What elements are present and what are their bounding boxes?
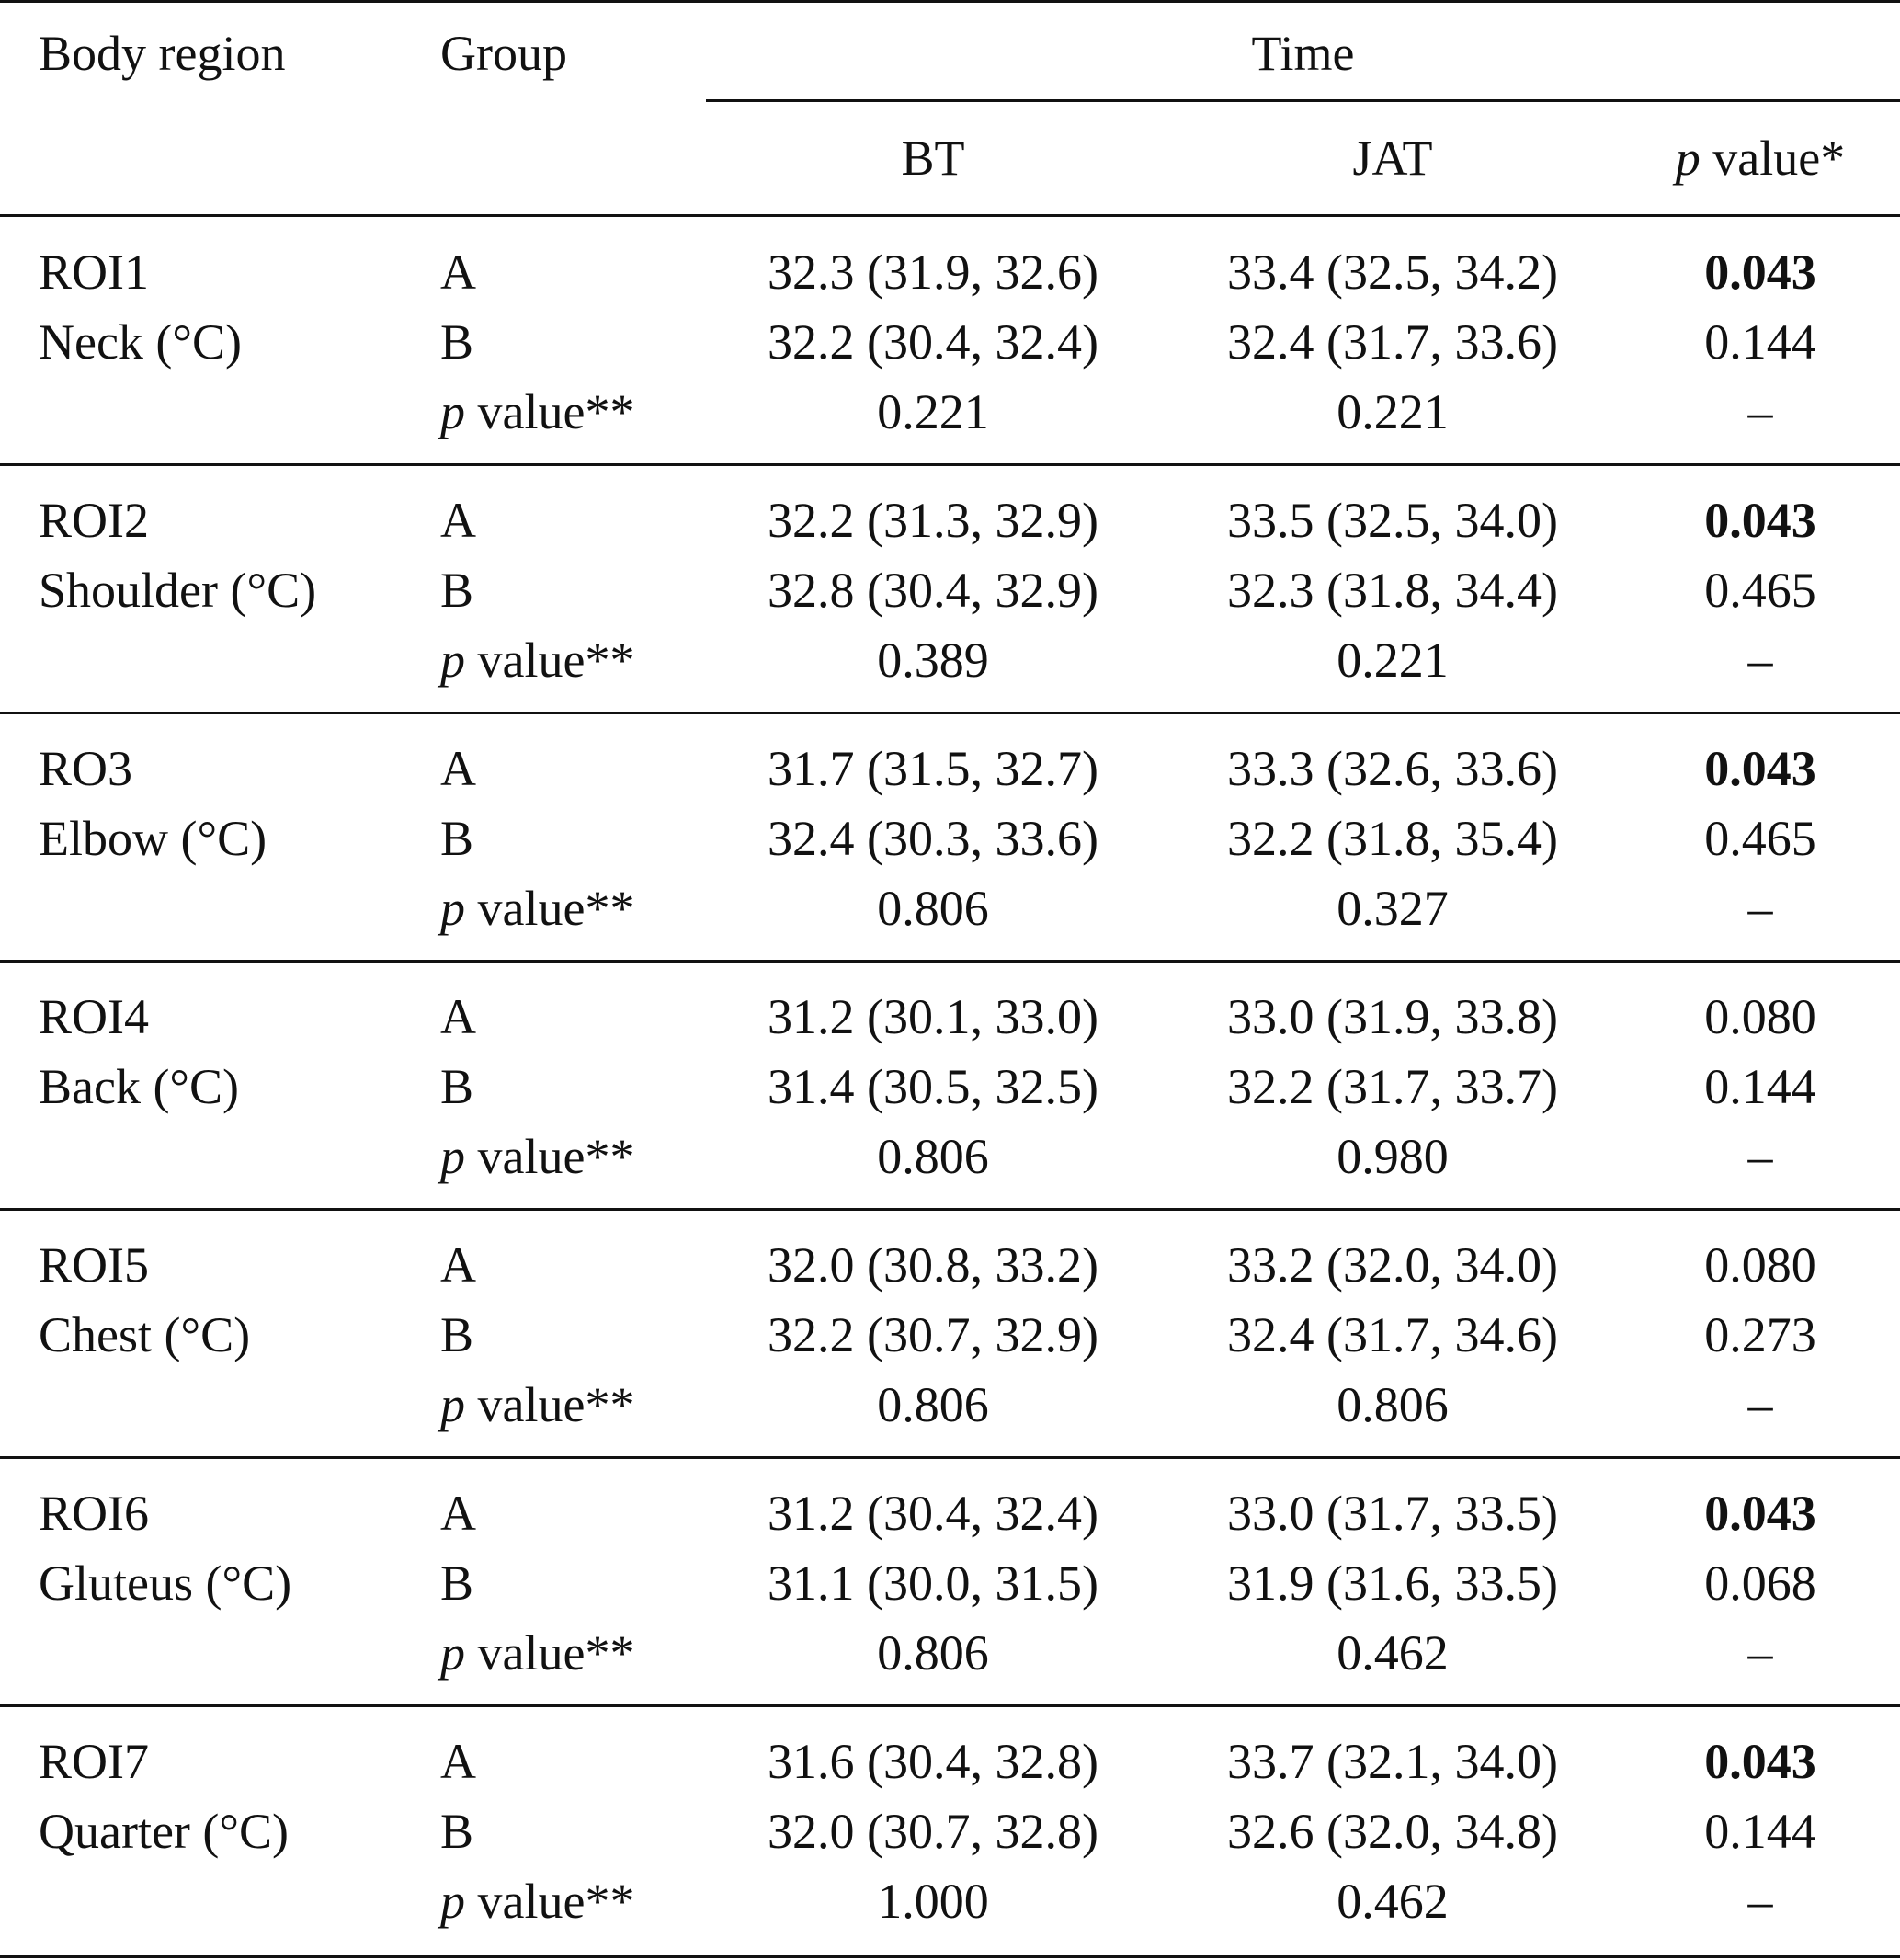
p-italic: p	[440, 632, 465, 688]
p-value: 0.068	[1704, 1555, 1816, 1611]
p-value-dash: –	[1747, 1874, 1773, 1929]
p-value: 0.144	[1704, 1059, 1816, 1114]
p-value-row-label	[440, 632, 634, 688]
jat-value: 32.6 (32.0, 34.8)	[1227, 1804, 1558, 1859]
roi-label: ROI4	[39, 989, 149, 1044]
p-value: 0.144	[1704, 314, 1816, 370]
p-rest: value**	[465, 881, 635, 936]
p-italic: p	[440, 881, 465, 936]
p-value: 0.080	[1704, 989, 1816, 1044]
p-value: 0.043	[1704, 493, 1816, 548]
p-value: 0.043	[1704, 245, 1816, 300]
bt-value: 32.2 (30.4, 32.4)	[768, 314, 1098, 370]
p-value-dash: –	[1747, 1625, 1773, 1681]
jat-value: 33.3 (32.6, 33.6)	[1227, 741, 1558, 796]
bt-value: 31.2 (30.1, 33.0)	[768, 989, 1098, 1044]
jat-p-value: 0.806	[1337, 1377, 1449, 1432]
group-label: A	[440, 245, 476, 300]
jat-value: 32.3 (31.8, 34.4)	[1227, 563, 1558, 618]
p-value: 0.465	[1704, 563, 1816, 618]
group-label: B	[440, 1555, 474, 1611]
roi-label: RO3	[39, 741, 133, 796]
jat-p-value: 0.980	[1337, 1129, 1449, 1184]
p-value-row-label	[440, 881, 634, 936]
p-value: 0.144	[1704, 1804, 1816, 1859]
table-row-group	[0, 465, 1900, 713]
region-label: Quarter (°C)	[39, 1804, 289, 1859]
jat-value: 33.4 (32.5, 34.2)	[1227, 245, 1558, 300]
bt-value: 31.2 (30.4, 32.4)	[768, 1486, 1098, 1541]
bt-p-value: 0.221	[877, 384, 989, 439]
bt-value: 32.4 (30.3, 33.6)	[768, 811, 1098, 866]
region-label: Back (°C)	[39, 1059, 240, 1114]
bt-p-value: 0.806	[877, 1129, 989, 1184]
p-value-dash: –	[1747, 632, 1773, 688]
group-label: A	[440, 1734, 476, 1789]
bt-p-value: 0.389	[877, 632, 989, 688]
p-value-row-label	[440, 1874, 634, 1929]
group-label: A	[440, 1486, 476, 1541]
roi-label: ROI5	[39, 1237, 149, 1293]
jat-value: 31.9 (31.6, 33.5)	[1227, 1555, 1558, 1611]
p-italic: p	[440, 1129, 465, 1184]
p-value: 0.273	[1704, 1307, 1816, 1362]
group-label: B	[440, 1059, 474, 1114]
bt-value: 31.7 (31.5, 32.7)	[768, 741, 1098, 796]
group-label: B	[440, 314, 474, 370]
p-value-dash: –	[1747, 881, 1773, 936]
header-group: Group	[440, 26, 567, 81]
bt-value: 31.6 (30.4, 32.8)	[768, 1734, 1098, 1789]
p-value-dash: –	[1747, 1129, 1773, 1184]
table-row-group	[0, 1706, 1900, 1954]
header-p-italic: p	[1675, 131, 1701, 186]
bt-value: 32.2 (30.7, 32.9)	[768, 1307, 1098, 1362]
p-value-row-label	[440, 1625, 634, 1681]
bt-p-value: 1.000	[877, 1874, 989, 1929]
p-value-dash: –	[1747, 384, 1773, 439]
header-body-region: Body region	[39, 26, 286, 81]
region-label: Elbow (°C)	[39, 811, 267, 866]
bt-value: 32.2 (31.3, 32.9)	[768, 493, 1098, 548]
table-row-group	[0, 1210, 1900, 1458]
bt-p-value: 0.806	[877, 1377, 989, 1432]
p-value-row-label	[440, 384, 634, 439]
p-value: 0.043	[1704, 1734, 1816, 1789]
group-label: B	[440, 563, 474, 618]
jat-value: 33.0 (31.7, 33.5)	[1227, 1486, 1558, 1541]
bt-value: 32.0 (30.7, 32.8)	[768, 1804, 1098, 1859]
bt-p-value: 0.806	[877, 1625, 989, 1681]
group-label: A	[440, 989, 476, 1044]
bt-value: 32.3 (31.9, 32.6)	[768, 245, 1098, 300]
region-label: Chest (°C)	[39, 1307, 251, 1362]
bt-value: 31.4 (30.5, 32.5)	[768, 1059, 1098, 1114]
p-value-row-label	[440, 1129, 634, 1184]
p-italic: p	[440, 1874, 465, 1929]
p-value: 0.465	[1704, 811, 1816, 866]
group-label: B	[440, 1804, 474, 1859]
jat-p-value: 0.221	[1337, 632, 1449, 688]
jat-value: 33.0 (31.9, 33.8)	[1227, 989, 1558, 1044]
jat-value: 33.2 (32.0, 34.0)	[1227, 1237, 1558, 1293]
table-row-group	[0, 962, 1900, 1210]
jat-value: 32.2 (31.8, 35.4)	[1227, 811, 1558, 866]
bt-value: 31.1 (30.0, 31.5)	[768, 1555, 1098, 1611]
table-bottom-rule	[0, 1955, 1900, 1958]
jat-p-value: 0.221	[1337, 384, 1449, 439]
jat-p-value: 0.462	[1337, 1625, 1449, 1681]
group-label: B	[440, 811, 474, 866]
table-top-rule	[0, 0, 1900, 3]
p-rest: value**	[465, 632, 635, 688]
roi-label: ROI2	[39, 493, 149, 548]
jat-value: 33.7 (32.1, 34.0)	[1227, 1734, 1558, 1789]
p-value-row-label	[440, 1377, 634, 1432]
roi-label: ROI6	[39, 1486, 149, 1541]
jat-p-value: 0.462	[1337, 1874, 1449, 1929]
header-p-value	[1645, 131, 1875, 186]
header-time: Time	[1251, 26, 1355, 81]
group-label: B	[440, 1307, 474, 1362]
p-rest: value**	[465, 1129, 635, 1184]
header-bt: BT	[901, 131, 965, 186]
table-row-group	[0, 713, 1900, 962]
p-value: 0.043	[1704, 741, 1816, 796]
group-label: A	[440, 1237, 476, 1293]
group-label: A	[440, 741, 476, 796]
roi-label: ROI1	[39, 245, 149, 300]
jat-value: 32.2 (31.7, 33.7)	[1227, 1059, 1558, 1114]
p-value: 0.043	[1704, 1486, 1816, 1541]
p-rest: value**	[465, 1625, 635, 1681]
p-value-dash: –	[1747, 1377, 1773, 1432]
bt-value: 32.0 (30.8, 33.2)	[768, 1237, 1098, 1293]
jat-value: 33.5 (32.5, 34.0)	[1227, 493, 1558, 548]
p-rest: value**	[465, 384, 635, 439]
p-italic: p	[440, 1625, 465, 1681]
p-italic: p	[440, 384, 465, 439]
p-value: 0.080	[1704, 1237, 1816, 1293]
region-label: Gluteus (°C)	[39, 1555, 292, 1611]
table-row-group	[0, 1458, 1900, 1706]
region-label: Neck (°C)	[39, 314, 243, 370]
p-italic: p	[440, 1377, 465, 1432]
region-label: Shoulder (°C)	[39, 563, 317, 618]
p-rest: value**	[465, 1874, 635, 1929]
header-jat: JAT	[1352, 131, 1433, 186]
p-rest: value**	[465, 1377, 635, 1432]
group-label: A	[440, 493, 476, 548]
header-p-rest: value*	[1700, 131, 1846, 186]
roi-label: ROI7	[39, 1734, 149, 1789]
time-spanner-rule	[706, 99, 1900, 102]
table-row-group	[0, 217, 1900, 465]
jat-p-value: 0.327	[1337, 881, 1449, 936]
jat-value: 32.4 (31.7, 34.6)	[1227, 1307, 1558, 1362]
jat-value: 32.4 (31.7, 33.6)	[1227, 314, 1558, 370]
bt-p-value: 0.806	[877, 881, 989, 936]
bt-value: 32.8 (30.4, 32.9)	[768, 563, 1098, 618]
